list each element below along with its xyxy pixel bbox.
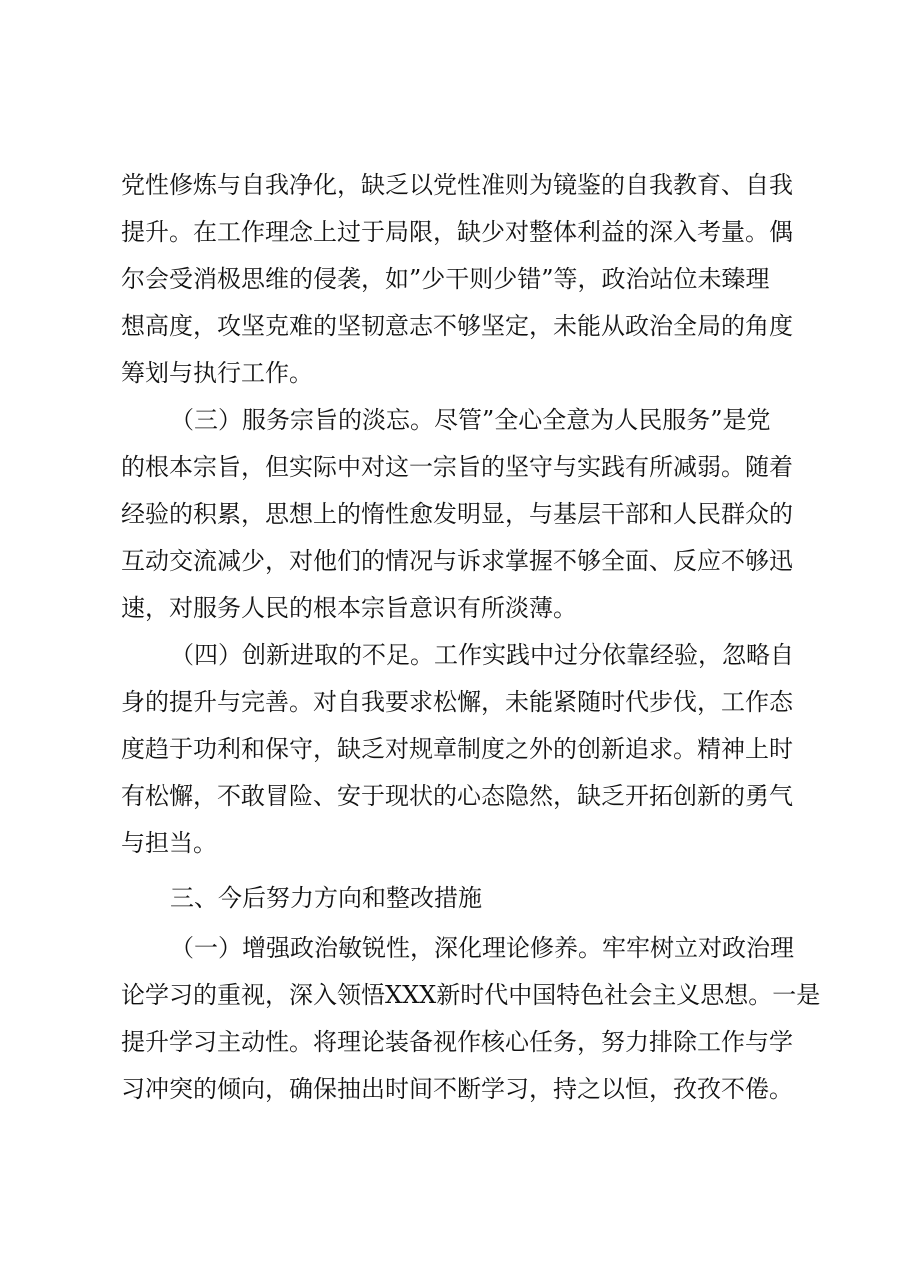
line-text: 度趋于功利和保守，缺乏对规章制度之外的创新追求。精神上时 [121, 735, 793, 763]
line-text: （三）服务宗旨的淡忘。尽管”全心全意为人民服务”是党 [170, 406, 771, 434]
text-line [0, 350, 909, 396]
line-text: 提升学习主动性。将理论装备视作核心任务，努力排除工作与学 [121, 1028, 793, 1056]
text-line [0, 972, 909, 1018]
line-text: 互动交流减少，对他们的情况与诉求掌握不够全面、反应不够迅 [121, 547, 793, 575]
line-text: （一）增强政治敏锐性，深化理论修养。牢牢树立对政治理 [170, 934, 794, 962]
text-line [0, 209, 909, 255]
text-line [0, 538, 909, 584]
section-heading [0, 875, 909, 921]
paragraph-start-line [0, 397, 909, 443]
line-text: （四）创新进取的不足。工作实践中过分依靠经验，忽略自 [170, 641, 794, 669]
line-text: 速，对服务人民的根本宗旨意识有所淡薄。 [121, 594, 577, 622]
paragraph-start-line [0, 925, 909, 971]
line-text: 习冲突的倾向，确保抽出时间不断学习，持之以恒，孜孜不倦。 [121, 1075, 793, 1103]
line-text: 党性修炼与自我净化，缺乏以党性准则为镜鉴的自我教育、自我 [121, 171, 793, 199]
line-text: 提升。在工作理念上过于局限，缺少对整体利益的深入考量。偶 [121, 218, 793, 246]
text-line [0, 1066, 909, 1112]
text-line [0, 585, 909, 631]
paragraph-start-line [0, 632, 909, 678]
text-line [0, 820, 909, 866]
text-line [0, 1019, 909, 1065]
line-text: 与担当。 [121, 829, 217, 857]
heading-text: 三、今后努力方向和整改措施 [170, 884, 482, 912]
line-text: 经验的积累，思想上的惰性愈发明显，与基层干部和人民群众的 [121, 500, 793, 528]
text-line [0, 679, 909, 725]
line-text: 有松懈，不敢冒险、安于现状的心态隐然，缺乏开拓创新的勇气 [121, 782, 793, 810]
text-line [0, 256, 909, 302]
line-text: 尔会受消极思维的侵袭，如”少干则少错”等，政治站位未臻理 [121, 265, 770, 293]
text-line [0, 162, 909, 208]
line-text: 想高度，攻坚克难的坚韧意志不够坚定，未能从政治全局的角度 [121, 312, 793, 340]
line-text: 的根本宗旨，但实际中对这一宗旨的坚守与实践有所减弱。随着 [121, 453, 793, 481]
text-line [0, 773, 909, 819]
line-text: 论学习的重视，深入领悟XXX新时代中国特色社会主义思想。一是 [121, 981, 821, 1009]
text-line [0, 303, 909, 349]
text-line [0, 491, 909, 537]
line-text: 筹划与执行工作。 [121, 359, 313, 387]
text-line [0, 444, 909, 490]
text-line [0, 726, 909, 772]
line-text: 身的提升与完善。对自我要求松懈，未能紧随时代步伐，工作态 [121, 688, 793, 716]
